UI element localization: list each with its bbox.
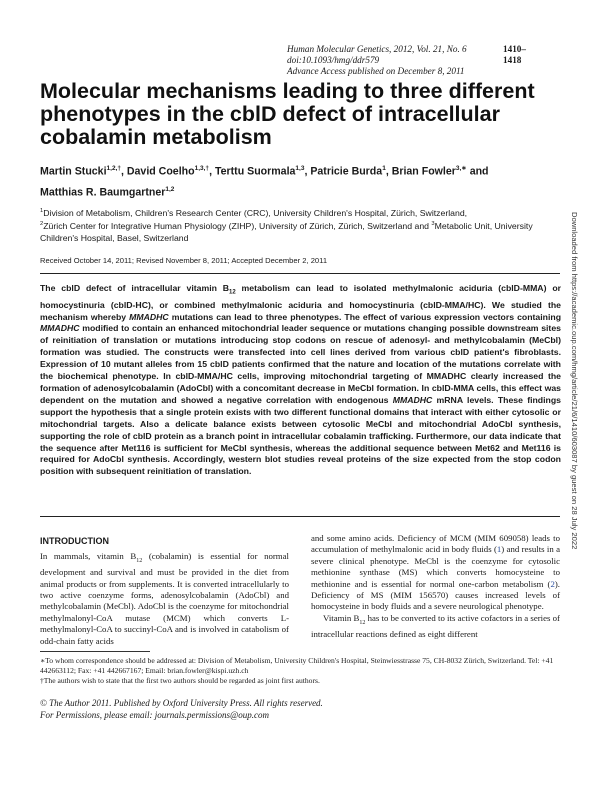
correspondence-note: ∗To whom correspondence should be addressed at: Division of Metabolism, University Children's Hospital, Steinwiesstrasse 75, CH-8032 Zürich, Switzerland. Tel: +41 442663112; Fax: +41 442667167; Email: brian.fowler@kispi.uzh.ch [40, 656, 554, 675]
article-title: Molecular mechanisms leading to three different phenotypes in the cblD defect of intracellular cobalamin metabolism [40, 79, 535, 149]
advance-access: Advance Access published on December 8, 2011 [287, 66, 465, 76]
abstract-text: modified to contain an enhanced mitochondrial leader sequence or mutations changing possible downstream sites of reinitiation of translation or mutations introducing stop codons on rescue of adenosyl- and methylcobalamin (MeCbl) formation was studied. The constructs were transfected into cell lines derived from various cblD patient's fibroblasts. Expression of 10 mutant alleles from 15 cblD patients confirmed that the nature and location of the mutations correlate with the biochemical phenotype. In cblD-MMA/HC cells, improving mitochondrial targeting of MMADHC clearly increased the formation of adenosylcobalamin (AdoCbl) with a concomitant decrease in MeCbl formation. In cblD-MMA cells, this effect was dependent on the mutation and showed a negative correlation with endogenous [40, 323, 561, 405]
abstract-text: mutations can lead to three phenotypes. The effect of various expression vectors containing [168, 311, 561, 322]
doi[interactable]: doi:10.1093/hmg/ddr579 [287, 55, 380, 65]
body-text: In mammals, vitamin B [40, 551, 137, 561]
copyright [40, 698, 560, 721]
body-text: and some amino acids. Deficiency of MCM (MIM 609058) leads to accumulation of methylmalonic acid in body fluids ( [311, 533, 560, 555]
journal-header [287, 44, 537, 77]
abstract [40, 283, 561, 478]
joint-author-note: †The authors wish to state that the first two authors should be regarded as joint first authors. [40, 676, 320, 685]
author-sup: 1,3,† [194, 165, 210, 172]
body-text: ) and results in a severe clinical phenotype. MeCbl is the coenzyme for cytosolic methionine synthase (MS) which converts homocysteine to methionine and is essential for normal one-carbon metabolism ( [311, 544, 560, 589]
author-sup: 1,2 [165, 185, 175, 193]
author: Martin Stucki [40, 165, 107, 178]
body-text: Vitamin B [323, 612, 360, 623]
body-text: has to be converted to its active cofactors in a series of intracellular reactions defined as eight different [311, 612, 560, 639]
subscript: 12 [136, 557, 143, 564]
author-sep: , [385, 165, 392, 178]
footnotes [40, 656, 560, 686]
gene-name: MMADHC [392, 394, 433, 405]
abstract-text: metabolism can lead to isolated methylmalonic aciduria (cblD-MMA) or homocystinuria (cblD-HC), or combined methylmalonic aciduria and homocystinuria (cblD-MMA/HC). We studied the mechanism whereby [40, 283, 562, 322]
author-sep: and [466, 165, 489, 178]
author: Matthias R. Baumgartner [40, 186, 166, 199]
affiliation-3: Metabolic Unit, University Children's Hospital, Basel, Switzerland [40, 221, 533, 243]
author-sep: , [209, 165, 215, 178]
copyright-line: © The Author 2011. Published by Oxford University Press. All rights reserved. [40, 698, 323, 708]
received-dates: Received October 14, 2011; Revised November 8, 2011; Accepted December 2, 2011 [40, 256, 328, 265]
body-text: ). Deficiency of MS (MIM 156570) causes increased levels of homocysteine in body fluids and a severe neurological phenotype. [311, 578, 560, 612]
author-sep: , [304, 165, 311, 178]
intro-column-2 [311, 533, 560, 640]
intro-column-1 [40, 551, 289, 647]
permissions-line: For Permissions, please email: journals.permissions@oup.com [40, 709, 270, 720]
author-sup: 1,2,† [106, 165, 121, 172]
reference-link[interactable]: 2 [550, 578, 555, 589]
subscript: 12 [359, 619, 366, 626]
author: Terttu Suormala [214, 165, 296, 178]
author: David Coelho [126, 165, 195, 178]
affil-sup: 3 [431, 221, 435, 228]
affiliations [40, 206, 560, 244]
author-list [40, 160, 560, 201]
affil-sup: 2 [40, 221, 44, 228]
page-range: 1410–1418 [503, 44, 526, 65]
author-sup: 1,3 [295, 165, 305, 172]
author-sup: 3,∗ [455, 165, 467, 172]
author-sep: , [121, 165, 127, 178]
section-heading: INTRODUCTION [40, 536, 109, 546]
author-sup: 1 [382, 165, 386, 172]
footnote-divider [40, 651, 150, 652]
author: Brian Fowler [391, 165, 456, 178]
affiliation-2: Zürich Center for Integrative Human Physiology (ZIHP), University of Zürich, Zürich, Switzerland and [43, 221, 432, 232]
download-watermark[interactable]: Downloaded from https://academic.oup.com/hmg/article/21/6/1410/603087 by guest on 28 July 2022 [570, 212, 579, 550]
gene-name: MMADHC [40, 323, 80, 334]
affil-sup: 1 [40, 208, 44, 214]
divider [40, 516, 560, 517]
gene-name: MMADHC [129, 311, 169, 322]
author: Patricie Burda [310, 165, 383, 178]
reference-link[interactable]: 1 [496, 544, 502, 555]
affiliation-1: Division of Metabolism, Children's Research Center (CRC), University Children's Hospital, Zürich, Switzerland, [43, 207, 468, 218]
abstract-text: The cblD defect of intracellular vitamin B [40, 283, 230, 293]
journal-citation: Human Molecular Genetics, 2012, Vol. 21, No. 6 [287, 44, 467, 54]
body-text: (cobalamin) is essential for normal development and survival and must be provided in the diet from animal products or from supplements. It is converted intracellularly to two active coenzyme forms, adenosylcobalamin (AdoCbl) and methylcobalamin (MeCbl). AdoCbl is the coenzyme for mitochondrial methylmalonyl-CoA mutase (MCM) which converts L-methylmalonyl-CoA to succinyl-CoA and is involved in catabolism of odd-chain fatty acids [40, 551, 289, 646]
divider [40, 273, 560, 274]
subscript: 12 [229, 289, 236, 296]
abstract-text: mRNA levels. These findings support the hypothesis that a single protein exists with two different functional domains that interact with either cytosolic or mitochondrial targets. Also a delicate balance exists between cytosolic MeCbl and mitochondrial AdoCbl synthesis, supporting the role of cblD protein as a branch point in intracellular cobalamin trafficking. Furthermore, our data indicate that the sequence after Met116 is sufficient for MeCbl synthesis, whereas the additional sequence between Met62 and Met116 is required for AdoCbl synthesis. Accordingly, western blot studies reveal proteins of the size expected from the stop codon position with subsequent reinitiation of translation. [40, 394, 561, 477]
